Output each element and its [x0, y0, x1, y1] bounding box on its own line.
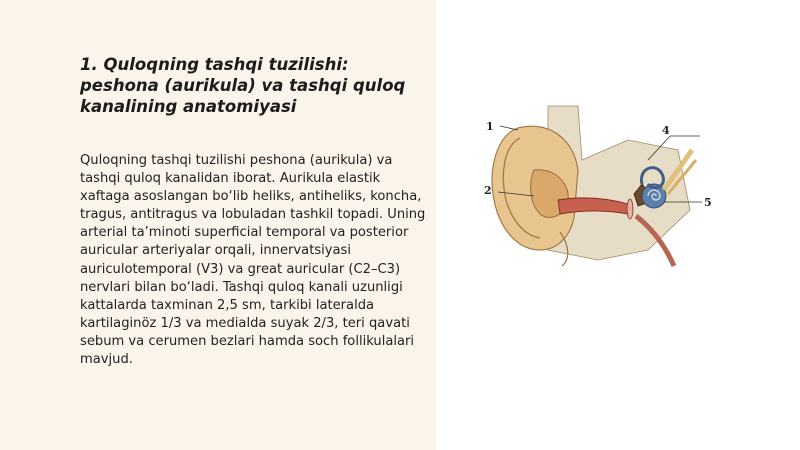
figure-label-2: 2 [484, 184, 492, 197]
slide-title: 1. Quloqning tashqi tuzilishi: peshona (aurikula) va tashqi quloq kanalining anatomiyasi [80, 55, 406, 116]
ear-anatomy-illustration [478, 100, 718, 268]
figure-label-5: 5 [704, 196, 712, 209]
ear-anatomy-figure [478, 100, 718, 268]
slide-body-text: Quloqning tashqi tuzilishi peshona (aurikula) va tashqi quloq kanalidan iborat. Aurikula elastik xaftaga asoslangan bo‘lib heliks, antiheliks, koncha, tragus, antitragus va lobuladan tashkil topadi. Uning arterial ta’minoti superficial temporal va posterior auricular arteriyalar orqali, innervatsiyasi auriculotemporal (V3) va great auricular (C2–C3) nervlari bilan bo‘ladi. Tashqi quloq kanali uzunligi kattalarda taxminan 2,5 sm, tarkibi lateralda kartilaginöz 1/3 va medialda suyak 2/3, teri qavati sebum va cerumen bezlari hamda soch follikulalari mavjud. [80, 153, 426, 368]
eardrum [627, 199, 633, 219]
figure-label-1: 1 [486, 120, 494, 133]
figure-label-4: 4 [662, 124, 670, 137]
